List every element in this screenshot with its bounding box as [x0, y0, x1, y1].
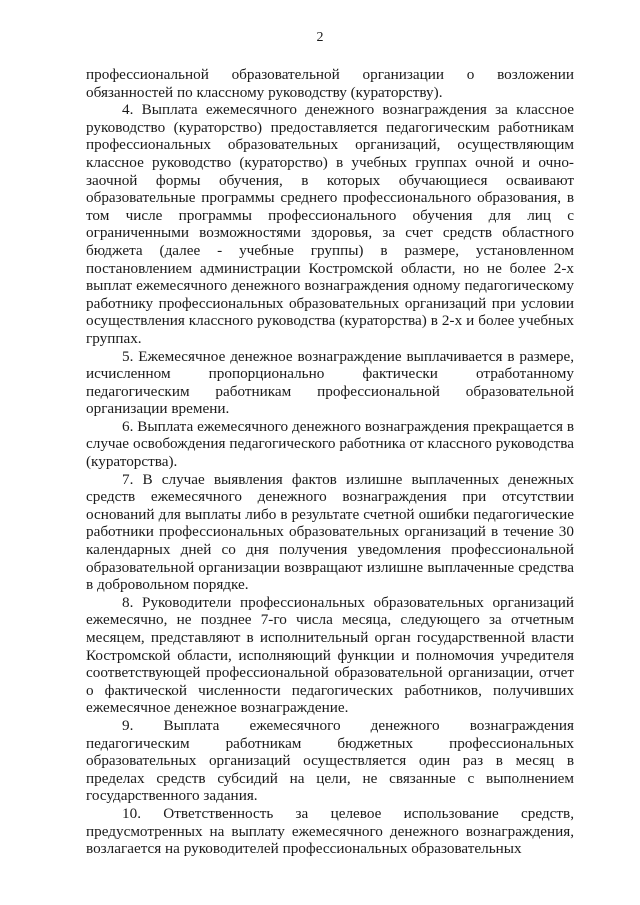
- paragraph-8: 8. Руководители профессиональных образовательных организаций ежемесячно, не позднее 7-го числа месяца, следующего за отчетным месяцем, представляют в исполнительный орган государственной власти Костромской области, исполняющий функции и полномочия учредителя соответствующей профессиональной образовательной организации, отчет о фактической численности педагогических работников, получивших ежемесячное денежное вознаграждение.: [86, 593, 574, 717]
- paragraph-continuation: профессиональной образовательной организации о возложении обязанностей по классному руководству (кураторству).: [86, 66, 574, 101]
- paragraph-10: 10. Ответственность за целевое использование средств, предусмотренных на выплату ежемесячного денежного вознаграждения, возлагается на руководителей профессиональных образовательных: [86, 804, 574, 857]
- paragraph-7: 7. В случае выявления фактов излишне выплаченных денежных средств ежемесячного денежного вознаграждения при отсутствии оснований для выплаты либо в результате счетной ошибки педагогические работники профессиональных образовательных организаций в течение 30 календарных дней со дня получения уведомления профессиональной образовательной организации возвращают излишне выплаченные средства в добровольном порядке.: [86, 470, 574, 594]
- document-body: [86, 66, 574, 857]
- paragraph-4: 4. Выплата ежемесячного денежного вознаграждения за классное руководство (кураторство) предоставляется педагогическим работникам профессиональных образовательных организаций, осуществляющим классное руководство (кураторство) в учебных группах очной и очно-заочной формы обучения, в которых обучающиеся осваивают образовательные программы среднего профессионального образования, в том числе программы профессионального обучения для лиц с ограниченными возможностями здоровья, за счет средств областного бюджета (далее - учебные группы) в размере, установленном постановлением администрации Костромской области, но не более 2-х выплат ежемесячного денежного вознаграждения одному педагогическому работнику профессиональных образовательных организаций при условии осуществления классного руководства (кураторства) в 2-х и более учебных группах.: [86, 101, 574, 347]
- paragraph-5: 5. Ежемесячное денежное вознаграждение выплачивается в размере, исчисленном пропорционально фактически отработанному педагогическим работникам профессиональной образовательной организации времени.: [86, 347, 574, 418]
- paragraph-9: 9. Выплата ежемесячного денежного вознаграждения педагогическим работникам бюджетных профессиональных образовательных организаций осуществляется один раз в месяц в пределах средств субсидий на цели, не связанные с выполнением государственного задания.: [86, 716, 574, 805]
- paragraph-6: 6. Выплата ежемесячного денежного вознаграждения прекращается в случае освобождения педагогического работника от классного руководства (кураторства).: [86, 417, 574, 471]
- page-number: 2: [316, 30, 324, 45]
